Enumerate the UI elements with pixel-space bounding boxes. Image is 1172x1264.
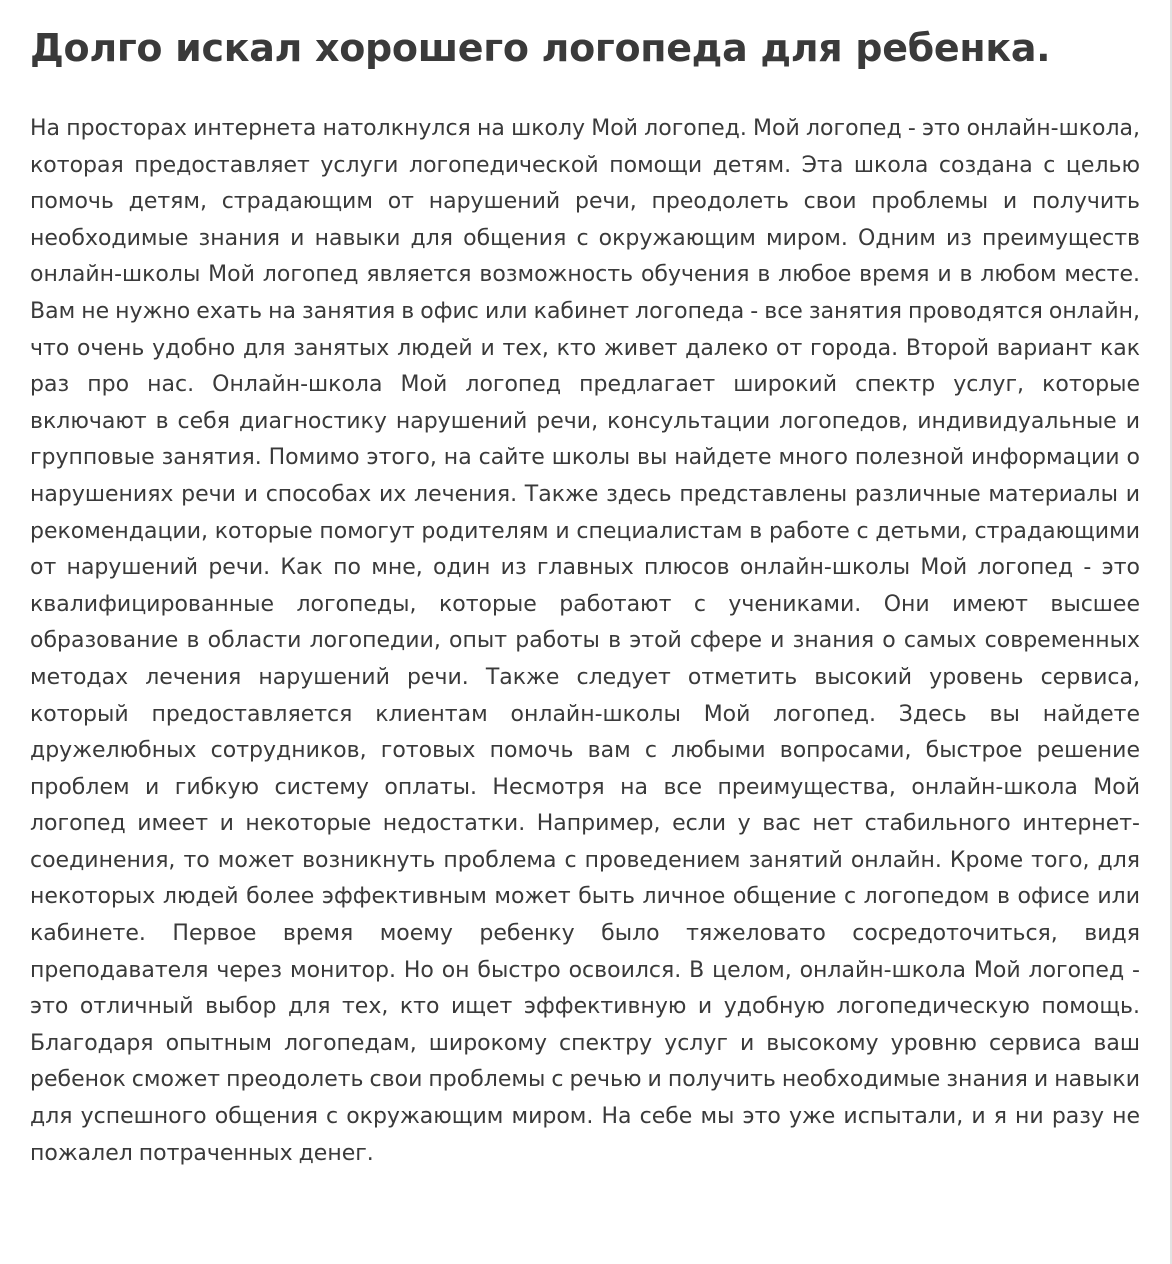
review-article — [30, 22, 1140, 1172]
article-body: На просторах интернета натолкнулся на школу Мой логопед. Мой логопед - это онлайн-школа, которая предоставляет услуги логопедической помощи детям. Эта школа создана с целью помочь детям, страдающим от нарушений речи, преодолеть свои проблемы и получить необходимые знания и навыки для общения с окружающим миром. Одним из преимуществ онлайн-школы Мой логопед является возможность обучения в любое время и в любом месте. Вам не нужно ехать на занятия в офис или кабинет логопеда - все занятия проводятся онлайн, что очень удобно для занятых людей и тех, кто живет далеко от города. Второй вариант как раз про нас. Онлайн-школа Мой логопед предлагает широкий спектр услуг, которые включают в себя диагностику нарушений речи, консультации логопедов, индивидуальные и групповые занятия. Помимо этого, на сайте школы вы найдете много полезной информации о нарушениях речи и способах их лечения. Также здесь представлены различные материалы и рекомендации, которые помогут родителям и специалистам в работе с детьми, страдающими от нарушений речи. Как по мне, один из главных плюсов онлайн-школы Мой логопед - это квалифицированные логопеды, которые работают с учениками. Они имеют высшее образование в области логопедии, опыт работы в этой сфере и знания о самых современных методах лечения нарушений речи. Также следует отметить высокий уровень сервиса, который предоставляется клиентам онлайн-школы Мой логопед. Здесь вы найдете дружелюбных сотрудников, готовых помочь вам с любыми вопросами, быстрое решение проблем и гибкую систему оплаты. Несмотря на все преимущества, онлайн-школа Мой логопед имеет и некоторые недостатки. Например, если у вас нет стабильного интернет-соединения, то может возникнуть проблема с проведением занятий онлайн. Кроме того, для некоторых людей более эффективным может быть личное общение с логопедом в офисе или кабинете. Первое время моему ребенку было тяжеловато сосредоточиться, видя преподавателя через монитор. Но он быстро освоился. В целом, онлайн-школа Мой логопед - это отличный выбор для тех, кто ищет эффективную и удобную логопедическую помощь. Благодаря опытным логопедам, широкому спектру услуг и высокому уровню сервиса ваш ребенок сможет преодолеть свои проблемы с речью и получить необходимые знания и навыки для успешного общения с окружающим миром. На себе мы это уже испытали, и я ни разу не пожалел потраченных денег. — [30, 116, 1140, 1166]
article-title: Долго искал хорошего логопеда для ребенка. — [30, 26, 1051, 70]
